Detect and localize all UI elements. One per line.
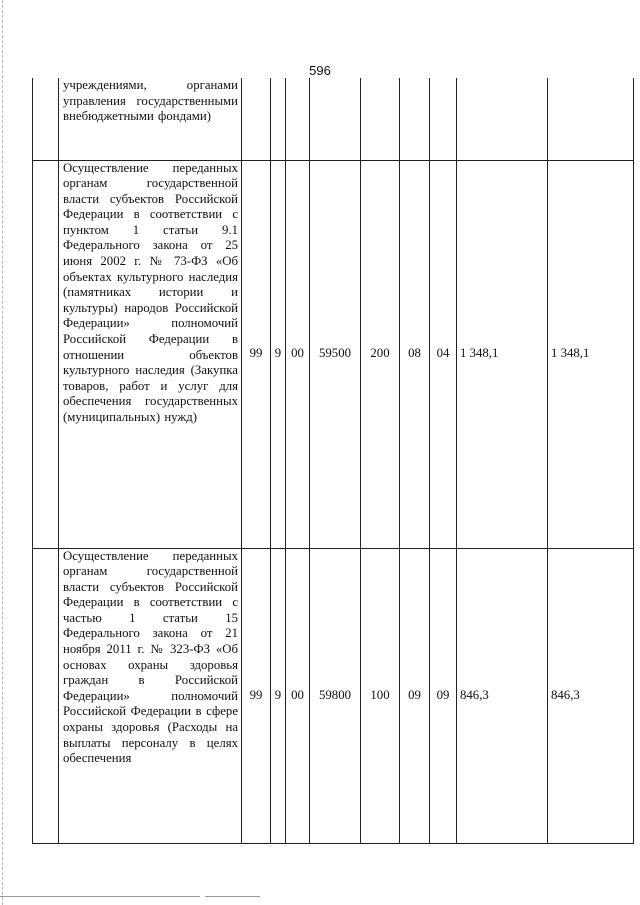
row-number-cell — [33, 548, 59, 843]
code-direction-cell: 59500 — [310, 160, 361, 548]
code-section-cell: 08 — [400, 160, 430, 548]
code-program-cell — [242, 78, 271, 160]
description-cell — [59, 160, 242, 548]
scan-edge-line — [2, 0, 4, 905]
amount-cell: 846,3 — [548, 548, 634, 843]
code-subprogram-cell — [271, 78, 286, 160]
row-number-cell — [33, 78, 59, 160]
code-subsection-cell — [430, 78, 457, 160]
scan-bottom-line — [0, 896, 200, 897]
code-event-cell: 00 — [286, 160, 310, 548]
code-subsection-cell: 09 — [430, 548, 457, 843]
code-program-cell: 99 — [242, 548, 271, 843]
amount-cell: 846,3 — [457, 548, 548, 843]
amount-cell: 1 348,1 — [457, 160, 548, 548]
code-expense-type-cell: 100 — [361, 548, 400, 843]
table-row — [33, 78, 634, 160]
code-event-cell — [286, 78, 310, 160]
row-number-cell — [33, 160, 59, 548]
code-direction-cell — [310, 78, 361, 160]
row-description: учреждениями, органами управления государственными внебюджетными фондами) — [63, 78, 238, 124]
code-subprogram-cell: 9 — [271, 548, 286, 843]
code-expense-type-cell: 200 — [361, 160, 400, 548]
scan-bottom-line — [205, 896, 260, 897]
amount-cell — [457, 78, 548, 160]
code-section-cell — [400, 78, 430, 160]
code-subsection-cell: 04 — [430, 160, 457, 548]
amount-cell: 1 348,1 — [548, 160, 634, 548]
page-number: 596 — [309, 63, 331, 78]
description-cell — [59, 78, 242, 160]
row-description: Осуществление переданных органам государственной власти субъектов Российской Федерации в соответствии с частью 1 статьи 15 Федерального закона от 21 ноября 2011 г. № 323-ФЗ «Об основах охраны здоровья граждан в Российской Федерации» полномочий Российской Федерации в сфере охраны здоровья (Расходы на выплаты персоналу в целях обеспечения — [63, 548, 238, 766]
code-subprogram-cell: 9 — [271, 160, 286, 548]
budget-table — [32, 78, 634, 844]
description-cell — [59, 548, 242, 843]
code-program-cell: 99 — [242, 160, 271, 548]
code-section-cell: 09 — [400, 548, 430, 843]
code-direction-cell: 59800 — [310, 548, 361, 843]
code-expense-type-cell — [361, 78, 400, 160]
table-row — [33, 548, 634, 843]
code-event-cell: 00 — [286, 548, 310, 843]
amount-cell — [548, 78, 634, 160]
row-description: Осуществление переданных органам государственной власти субъектов Российской Федерации в соответствии с пунктом 1 статьи 9.1 Федерального закона от 25 июня 2002 г. № 73-ФЗ «Об объектах культурного наследия (памятниках истории и культуры) народов Российской Федерации» полномочий Российской Федерации в отношении объектов культурного наследия (Закупка товаров, работ и услуг для обеспечения государственных (муниципальных) нужд) — [63, 160, 238, 424]
table-row — [33, 160, 634, 548]
